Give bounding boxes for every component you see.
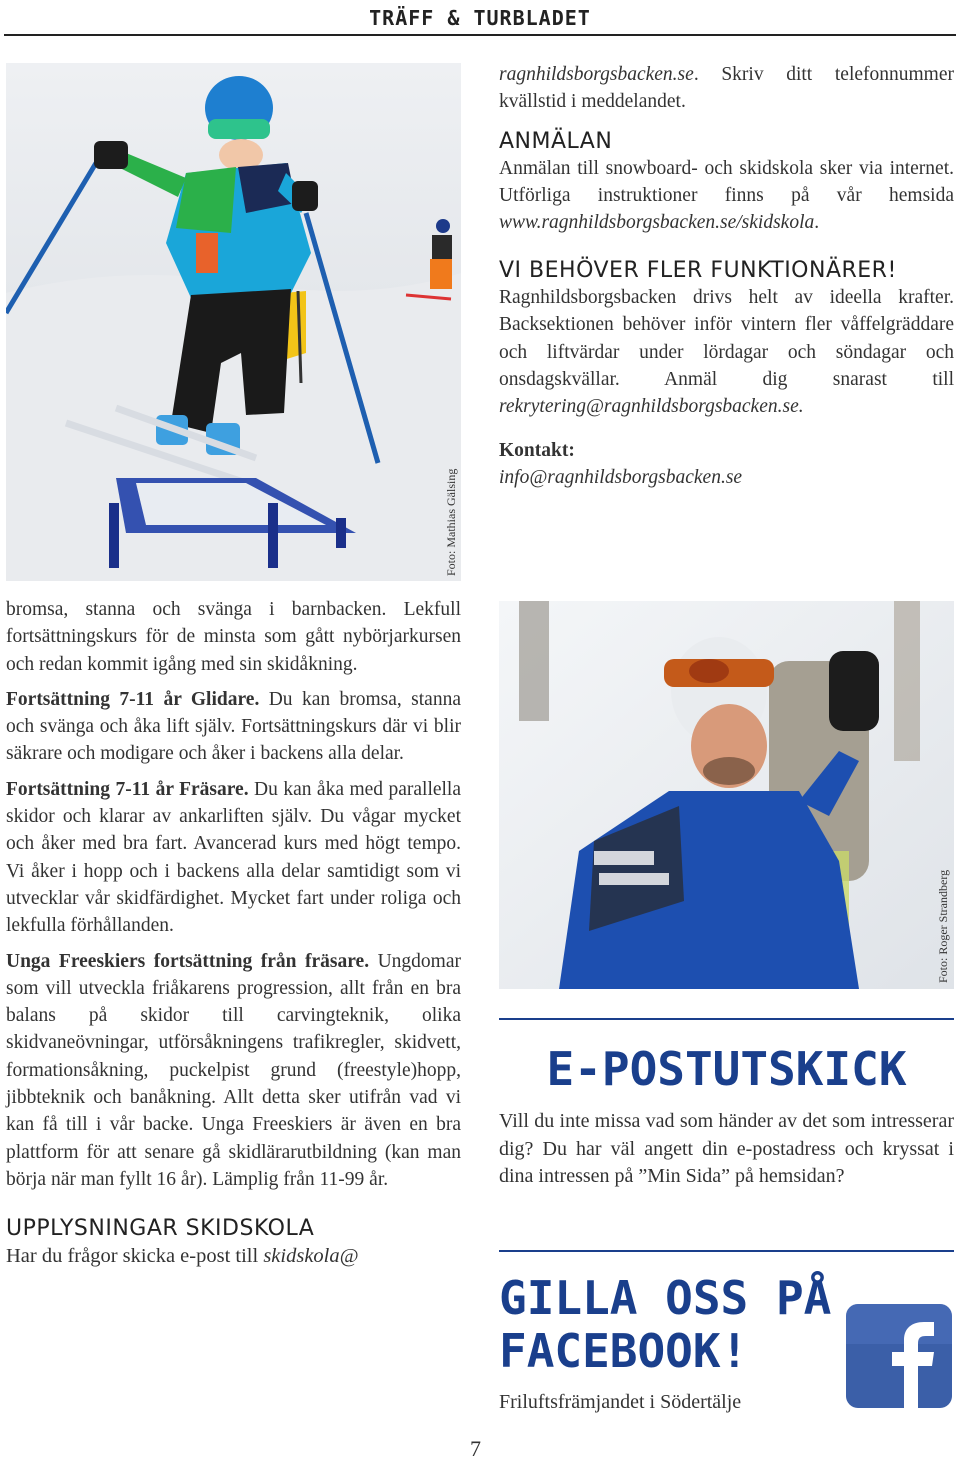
divider-epost [499, 1018, 954, 1020]
epost-paragraph: Vill du inte missa vad som händer av det som intresserar dig? Du har väl angett din e-postadress och kryssat i dina intressen på ”Min Sida” på hemsidan? [499, 1110, 954, 1187]
freeskiers-heading: Unga Freeskiers fortsättning från fräsare. [6, 950, 370, 972]
upplysningar-text: Har du frågor skicka e-post till [6, 1244, 264, 1267]
right-column-upper [499, 61, 954, 491]
upplysningar-paragraph [6, 1243, 461, 1270]
paragraph-frasare [6, 776, 461, 940]
facebook-heading: GILLA OSS PÅ FACEBOOK! [499, 1271, 832, 1378]
anmalan-text: Anmälan till snowboard- och skidskola sker via internet. Utförliga instruktioner finns på vår hemsida [499, 157, 954, 207]
email-continuation [499, 61, 954, 116]
paragraph-glidare [6, 686, 461, 768]
kontakt-email-link[interactable]: info@ragnhildsborgsbacken.se [499, 466, 743, 488]
funktionarer-text: Ragnhildsborgsbacken drivs helt av ideella krafter. Backsektionen behöver inför vintern fler våffelgräddare och liftvärdar under lördagar och söndagar och onsdagskvällar. Anmäl dig snarast till [499, 287, 954, 390]
funktionarer-heading: VI BEHÖVER FLER FUNKTIONÄRER! [499, 257, 897, 283]
facebook-f-glyph [846, 1304, 952, 1408]
frasare-text: Du kan åka med parallella skidor och klarar av ankarliften själv. Du vågar mycket och åker med bra fart. Avancerad kurs med högt tempo. Vi åker i hopp och i backens alla delar samtidigt som vi utvecklar vår skidfärdighet. Mycket fart under roliga och lekfulla förhållanden. [6, 778, 462, 937]
glidare-text: Du kan bromsa, stanna och svänga och åka lift själv. Fortsättningskurs där vi blir säkrare och modigare och åker i backens alla delar. [6, 688, 461, 765]
facebook-page-name: Friluftsfrämjandet i Södertälje [499, 1391, 742, 1413]
anmalan-heading: ANMÄLAN [499, 128, 613, 154]
frasare-heading: Fortsättning 7-11 år Fräsare. [6, 778, 249, 800]
photo-credit-2: Foto: Roger Strandberg [936, 869, 950, 983]
photo-ski-instructor [499, 601, 954, 989]
anmalan-end: . [814, 212, 820, 234]
page-number: 7 [470, 1436, 481, 1461]
rekrytering-email-link[interactable]: rekrytering@ragnhildsborgsbacken.se. [499, 396, 804, 418]
facebook-logo-icon[interactable] [846, 1304, 952, 1408]
header-rule [4, 34, 956, 36]
paragraph-intro: bromsa, stanna och svänga i barnbacken. Lekfull fortsättningskurs för de minsta som gått nybörjarkursen och redan kommit igång med sin skidåkning. [6, 599, 461, 675]
funktionarer-paragraph [499, 284, 954, 420]
kontakt-label: Kontakt: [499, 439, 575, 461]
skidskola-email-domain[interactable]: ragnhildsborgsbacken.se [499, 64, 694, 85]
freeskiers-text: Ungdomar som vill utveckla friåkarens progression, allt från en bra balans på skidor till carvingteknik, olika skidvaneövningar, utförsåkningens trafikregler, skidvett, formationsåkning, puckelpist grund (freestyle)hopp, jibbteknik och banåkning. Allt detta sker utifrån vad vi kan få till i vår backe. Unga Freeskiers är även en bra plattform för att senare gå skidlärarutbildning (kan man börja när man fyllt 16 år). Lämplig från 11-99 år. [6, 950, 461, 1190]
photo-credit-1: Foto: Mathias Gälsing [444, 468, 458, 576]
upplysningar-heading: UPPLYSNINGAR SKIDSKOLA [6, 1216, 315, 1242]
divider-facebook [499, 1250, 954, 1252]
page-header [0, 0, 960, 36]
ski-instructor-illustration [499, 601, 954, 989]
left-column [6, 596, 461, 1270]
publication-title: TRÄFF & TURBLADET [369, 6, 591, 30]
photo-child-skier [6, 63, 461, 581]
skidskola-url-link[interactable]: www.ragnhildsborgsbacken.se/skidskola [499, 212, 815, 234]
continuation-text: . Skriv ditt telefonnummer kvällstid i meddelandet. [499, 64, 954, 113]
paragraph-freeskiers [6, 948, 461, 1194]
epost-heading: E-POSTUTSKICK [546, 1042, 907, 1096]
anmalan-paragraph [499, 155, 954, 237]
skidskola-email-link[interactable]: skidskola@ [263, 1244, 359, 1267]
child-skier-illustration [6, 63, 461, 581]
glidare-heading: Fortsättning 7-11 år Glidare. [6, 688, 260, 710]
